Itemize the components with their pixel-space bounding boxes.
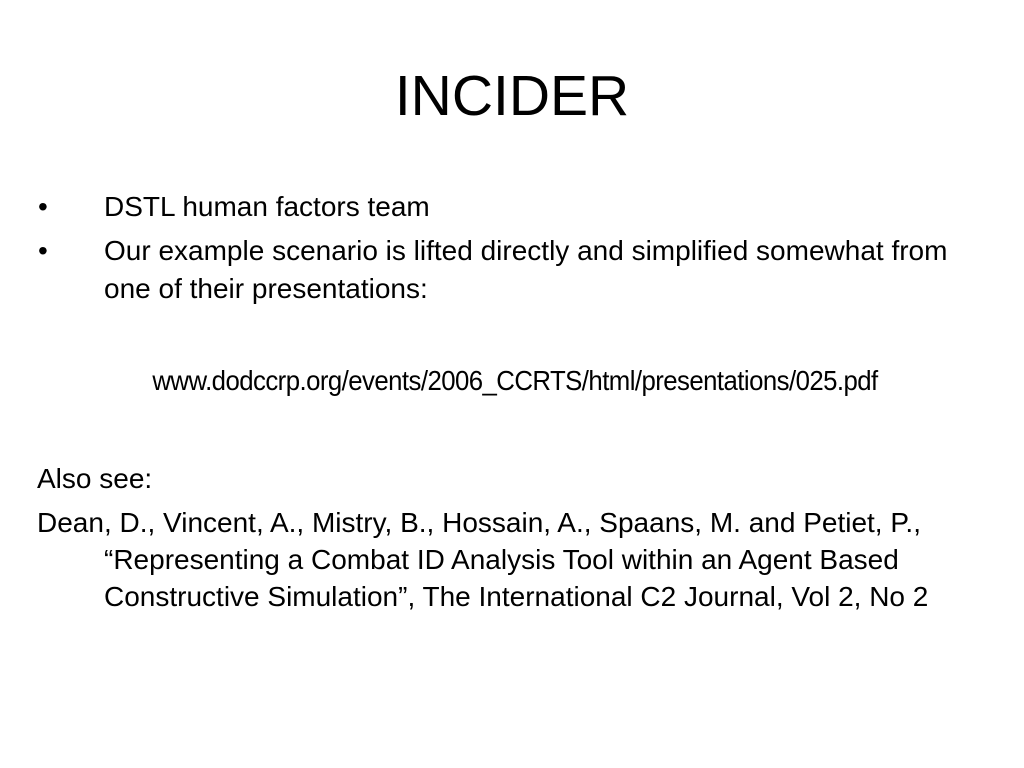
slide-title: INCIDER: [394, 64, 630, 128]
also-see-label: Also see:: [37, 463, 153, 494]
bullet-text: Our example scenario is lifted directly and simplified somewhat from one of their presentations:: [104, 235, 948, 304]
bullet-text: DSTL human factors team: [104, 191, 430, 222]
bullet-item: [36, 232, 996, 308]
reference-citation: Dean, D., Vincent, A., Mistry, B., Hossain, A., Spaans, M. and Petiet, P., “Representing a Combat ID Analysis Tool within an Agent Based Constructive Simulation”, The International C2 Journal, Vol 2, No 2: [37, 507, 929, 612]
presentation-url: www.dodccrp.org/events/2006_CCRTS/html/presentations/025.pdf: [152, 365, 878, 396]
bullet-dot-icon: •: [38, 191, 48, 222]
bullet-dot-icon: •: [38, 235, 48, 266]
bullet-list: [36, 188, 996, 314]
bullet-item: [36, 188, 996, 226]
